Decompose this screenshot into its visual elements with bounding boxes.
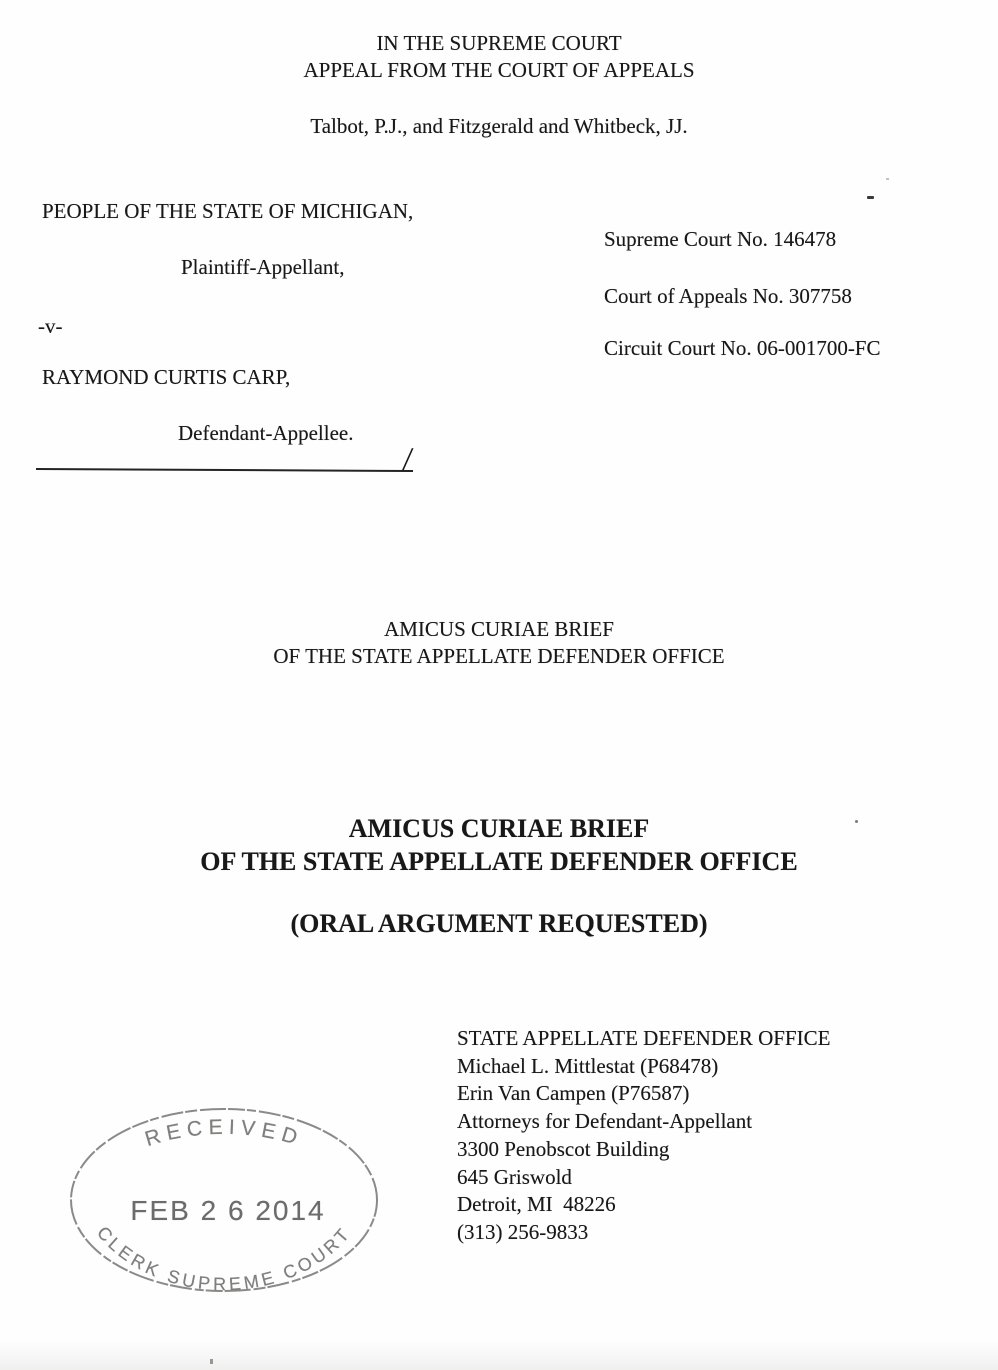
court-header-line2: APPEAL FROM THE COURT OF APPEALS — [303, 58, 695, 82]
caption-separator-rule — [36, 468, 413, 472]
counsel-line-address2: 645 Griswold — [457, 1164, 572, 1189]
scan-speck — [867, 196, 874, 199]
counsel-line-address1: 3300 Penobscot Building — [457, 1136, 670, 1161]
defendant-name: RAYMOND CURTIS CARP, — [42, 365, 291, 389]
title-line1: AMICUS CURIAE BRIEF — [348, 814, 650, 843]
docket-supreme-court-no: Supreme Court No. 146478 — [604, 227, 837, 251]
stamp-clerk-text: CLERK SUPREME COURT — [92, 1222, 355, 1295]
judges-panel: Talbot, P.J., and Fitzgerald and Whitbeck, JJ. — [310, 114, 688, 138]
docket-court-of-appeals-no: Court of Appeals No. 307758 — [604, 284, 852, 308]
brief-heading-line1: AMICUS CURIAE BRIEF — [384, 617, 614, 641]
title-line2: OF THE STATE APPELLATE DEFENDER OFFICE — [200, 847, 798, 876]
stamp-date-text: FEB 2 6 2014 — [130, 1195, 326, 1226]
caption-separator-slash: / — [401, 442, 415, 478]
counsel-line-role: Attorneys for Defendant-Appellant — [457, 1109, 753, 1134]
docket-circuit-court-no: Circuit Court No. 06-001700-FC — [604, 336, 881, 360]
scan-noise-band — [0, 1340, 998, 1370]
counsel-line-attorney1: Michael L. Mittlestat (P68478) — [457, 1053, 719, 1078]
brief-heading-line2: OF THE STATE APPELLATE DEFENDER OFFICE — [273, 644, 725, 668]
counsel-line-phone: (313) 256-9833 — [457, 1219, 589, 1244]
scan-speck — [886, 178, 889, 180]
stamp-received-text: RECEIVED — [142, 1115, 306, 1152]
oral-argument-note: (ORAL ARGUMENT REQUESTED) — [290, 909, 708, 938]
defendant-role: Defendant-Appellee. — [178, 421, 354, 445]
counsel-line-city: Detroit, MI 48226 — [457, 1192, 616, 1217]
scan-speck — [855, 820, 858, 823]
plaintiff-name: PEOPLE OF THE STATE OF MICHIGAN, — [42, 199, 414, 223]
court-header-line1: IN THE SUPREME COURT — [376, 31, 622, 55]
versus-separator: -v- — [38, 314, 63, 338]
plaintiff-role: Plaintiff-Appellant, — [181, 255, 345, 279]
counsel-line-attorney2: Erin Van Campen (P76587) — [457, 1081, 690, 1106]
counsel-line-office: STATE APPELLATE DEFENDER OFFICE — [457, 1026, 831, 1050]
received-stamp — [64, 1102, 384, 1312]
counsel-block — [457, 1025, 830, 1247]
